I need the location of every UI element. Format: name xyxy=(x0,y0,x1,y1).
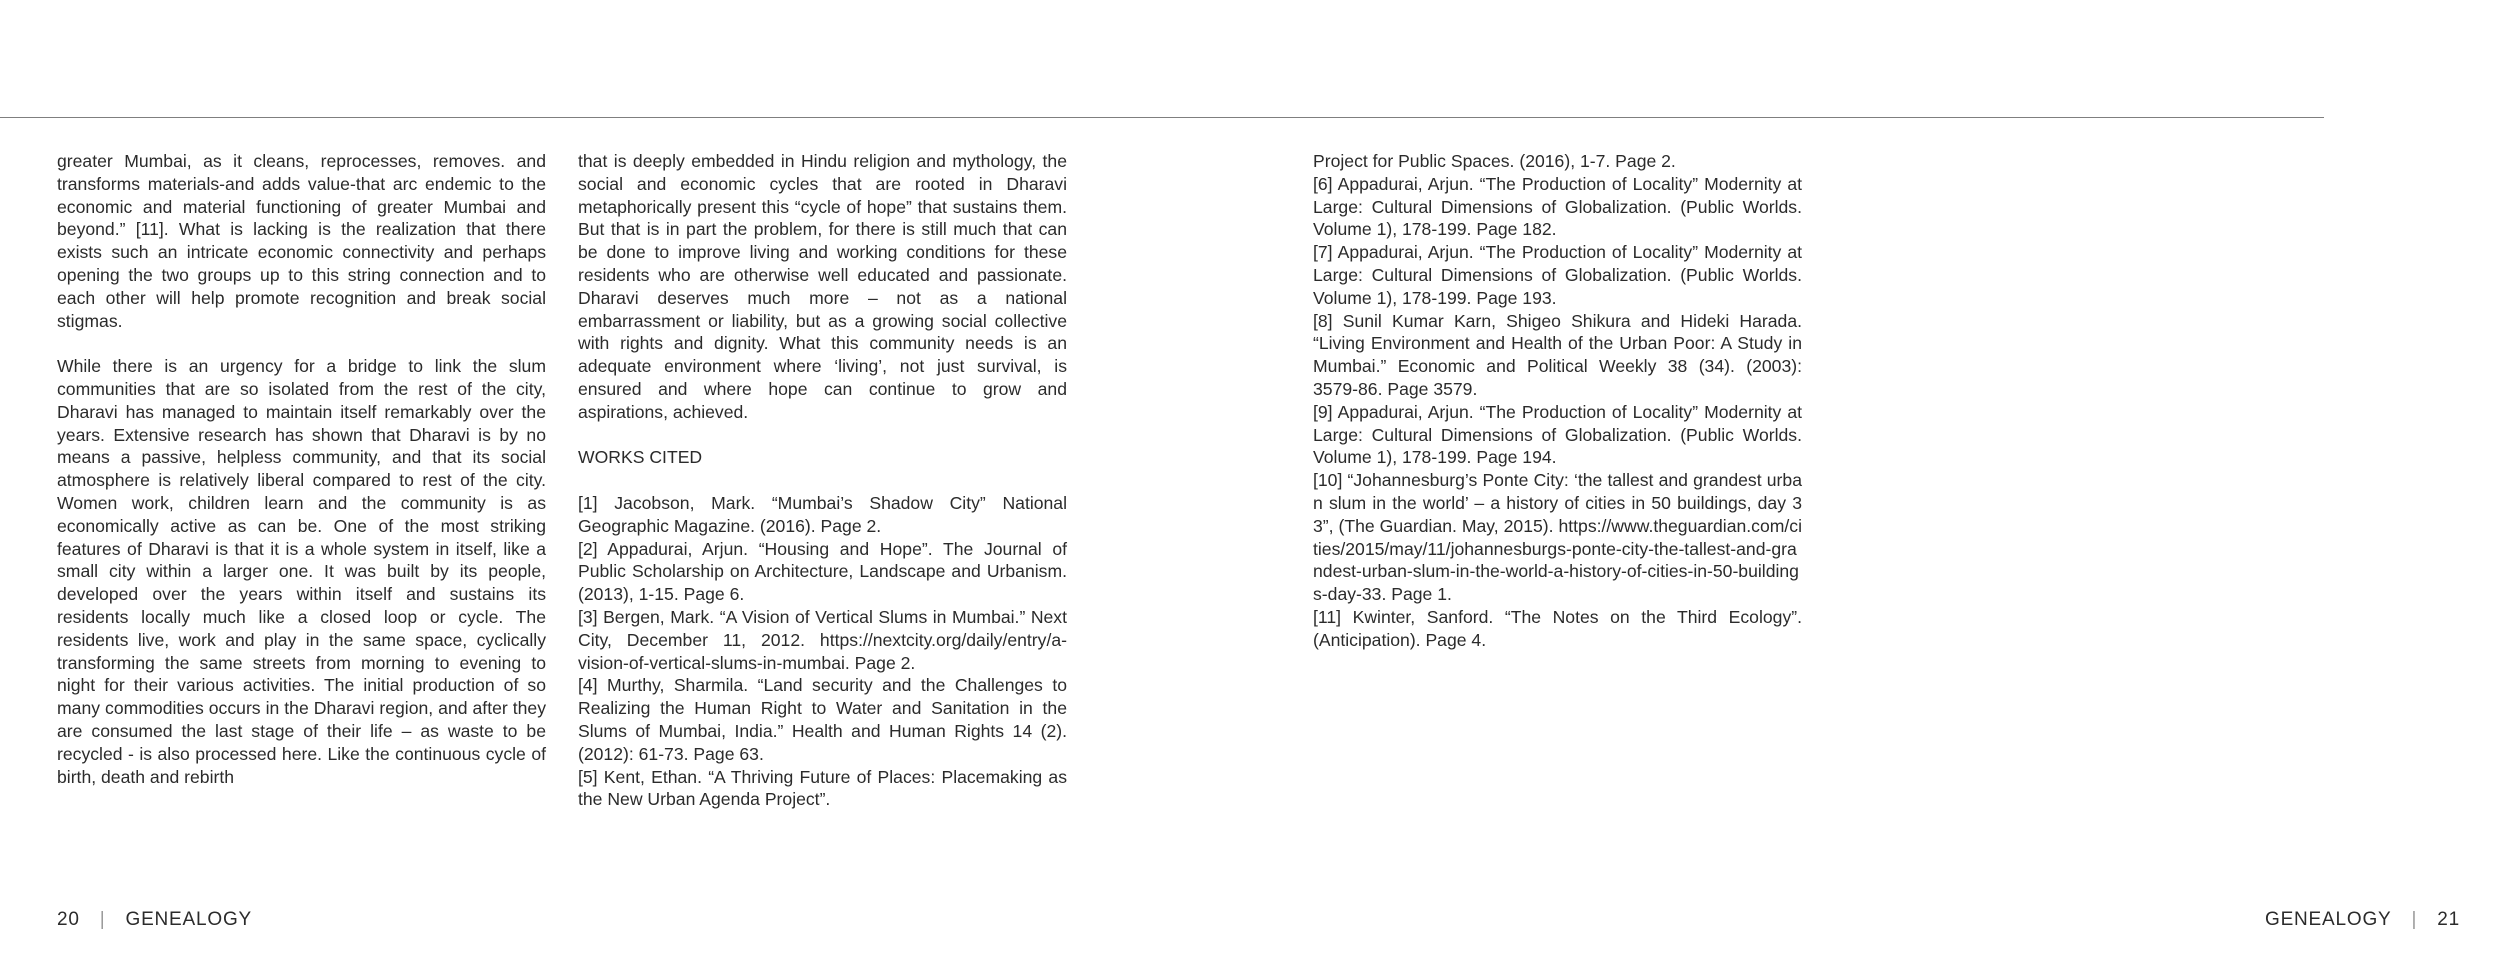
left-page-column-1 xyxy=(57,150,546,788)
paragraph-gap xyxy=(578,469,1067,492)
right-page-footer xyxy=(2265,908,2460,932)
citation-item: [3] Bergen, Mark. “A Vision of Vertical Slums in Mumbai.” Next City, December 11, 2012. https://nextcity.org/daily/entry/a-vision-of-vertical-slums-in-mumbai. Page 2. xyxy=(578,606,1067,673)
citation-item: [2] Appadurai, Arjun. “Housing and Hope”. The Journal of Public Scholarship on Architecture, Landscape and Urbanism. (2013), 1-15. Page 6. xyxy=(578,538,1067,605)
running-title: GENEALOGY xyxy=(2264,909,2392,930)
right-page-column-1 xyxy=(1313,150,1802,652)
page-number: 20 xyxy=(57,909,80,930)
citation-item: [10] “Johannesburg’s Ponte City: ‘the tallest and grandest urban slum in the world’ – a history of cities in 50 buildings, day 33”, (The Guardian. May, 2015). https://www.theguardian.com/cities/2015/may/11/johannesburgs-ponte-city-the-tallest-and-grandest-urban-slum-in-the-world-a-history-of-cities-in-50-buildings-day-33. Page 1. xyxy=(1313,470,1802,605)
citation-item: [9] Appadurai, Arjun. “The Production of Locality” Modernity at Large: Cultural Dimensions of Globalization. (Public Worlds. Volume 1), 178-199. Page 194. xyxy=(1313,401,1802,468)
body-paragraph: While there is an urgency for a bridge to link the slum communities that are so isolated from the rest of the city, Dharavi has managed to maintain itself remarkably over the years. Extensive research has shown that Dharavi is by no means a passive, helpless community, and that its social atmosphere is relatively liberal compared to rest of the city. Women work, children learn and the community is as economically active as can be. One of the most striking features of Dharavi is that it is a whole system in itself, like a small city within a larger one. It was built by its people, developed over the years within itself and sustains its residents locally much like a closed loop or cycle. The residents live, work and play in the same space, cyclically transforming the same streets from morning to evening to night for their various activities. The initial production of so many commodities occurs in the Dharavi region, and after they are consumed the last stage of their life – as waste to be recycled - is also processed here. Like the continuous cycle of birth, death and rebirth xyxy=(57,356,546,787)
works-cited-heading: WORKS CITED xyxy=(578,447,703,468)
paragraph-gap xyxy=(57,332,546,355)
left-page-footer xyxy=(57,908,252,932)
footer-separator: | xyxy=(2411,909,2418,930)
running-title: GENEALOGY xyxy=(125,909,253,930)
left-page-column-2 xyxy=(578,150,1067,811)
citation-item: [1] Jacobson, Mark. “Mumbai’s Shadow City” National Geographic Magazine. (2016). Page 2. xyxy=(578,492,1067,536)
paragraph-gap xyxy=(578,424,1067,447)
footer-separator: | xyxy=(99,909,106,930)
citation-item: Project for Public Spaces. (2016), 1-7. Page 2. xyxy=(1313,151,1676,171)
page-number: 21 xyxy=(2437,909,2460,930)
citation-item: [6] Appadurai, Arjun. “The Production of Locality” Modernity at Large: Cultural Dimensions of Globalization. (Public Worlds. Volume 1), 178-199. Page 182. xyxy=(1313,173,1802,240)
citation-item: [5] Kent, Ethan. “A Thriving Future of Places: Placemaking as the New Urban Agenda Project”. xyxy=(578,766,1067,810)
citation-item: [7] Appadurai, Arjun. “The Production of Locality” Modernity at Large: Cultural Dimensions of Globalization. (Public Worlds. Volume 1), 178-199. Page 193. xyxy=(1313,242,1802,308)
citation-item: [4] Murthy, Sharmila. “Land security and the Challenges to Realizing the Human Right to Water and Sanitation in the Slums of Mumbai, India.” Health and Human Rights 14 (2). (2012): 61-73. Page 63. xyxy=(578,675,1067,764)
citation-item: [11] Kwinter, Sanford. “The Notes on the Third Ecology”. (Anticipation). Page 4. xyxy=(1313,606,1802,650)
body-paragraph: greater Mumbai, as it cleans, reprocesses, removes. and transforms materials-and adds value-that arc endemic to the economic and material functioning of greater Mumbai and beyond.” [11]. What is lacking is the realization that there exists such an intricate economic connectivity and perhaps opening the two groups up to this string connection and to each other will help promote recognition and break social stigmas. xyxy=(57,151,546,331)
body-paragraph: that is deeply embedded in Hindu religion and mythology, the social and economic cycles that are rooted in Dharavi metaphorically present this “cycle of hope” that sustains them. But that is in part the problem, for there is still much that can be done to improve living and working conditions for these residents who are otherwise well educated and passionate. Dharavi deserves much more – not as a national embarrassment or liability, but as a growing social collective with rights and dignity. What this community needs is an adequate environment where ‘living’, not just survival, is ensured and where hope can continue to grow and aspirations, achieved. xyxy=(578,151,1067,422)
header-rule xyxy=(0,117,2324,118)
citation-item: [8] Sunil Kumar Karn, Shigeo Shikura and Hideki Harada. “Living Environment and Health of the Urban Poor: A Study in Mumbai.” Economic and Political Weekly 38 (34). (2003): 3579-86. Page 3579. xyxy=(1313,310,1802,399)
